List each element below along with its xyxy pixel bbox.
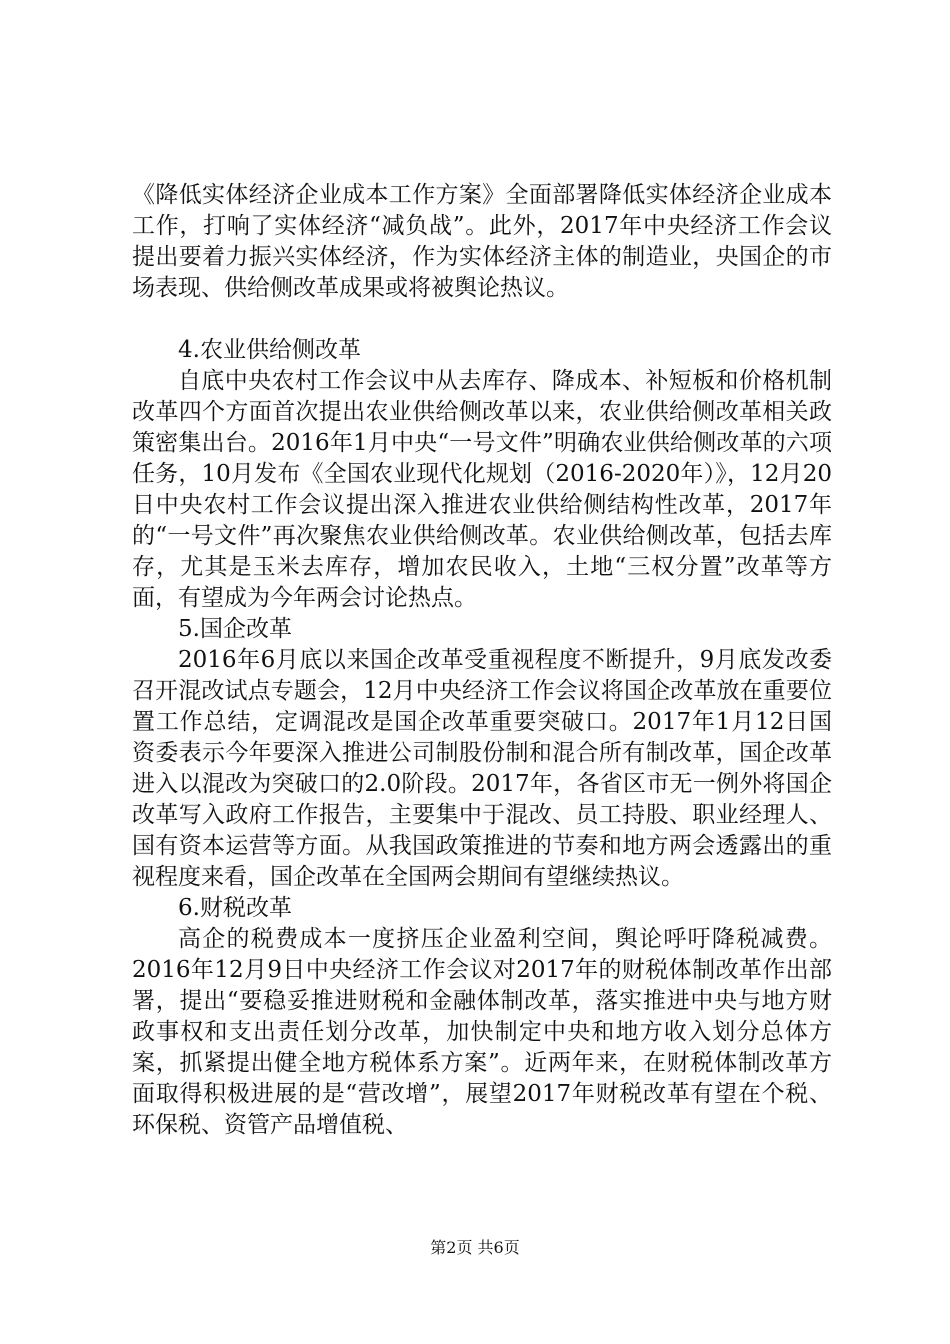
document-body (132, 180, 832, 1141)
section-heading-soe-reform: 5.国企改革 (178, 616, 292, 642)
section-body-agriculture: 自底中央农村工作会议中从去库存、降成本、补短板和价格机制改革四个方面首次提出农业供给侧改革以来，农业供给侧改革相关政策密集出台。2016年1月中央“一号文件”明确农业供给侧改革的六项任务，10月发布《全国农业现代化规划（2016-2020年）》，12月20日中央农村工作会议提出深入推进农业供给侧结构性改革，2017年的“一号文件”再次聚焦农业供给侧改革。农业供给侧改革，包括去库存，尤其是玉米去库存，增加农民收入，土地“三权分置”改革等方面，有望成为今年两会讨论热点。 (132, 368, 832, 611)
intro-paragraph: 《降低实体经济企业成本工作方案》全面部署降低实体经济企业成本工作，打响了实体经济“减负战”。此外，2017年中央经济工作会议提出要着力振兴实体经济，作为实体经济主体的制造业，央国企的市场表现、供给侧改革成果或将被舆论热议。 (132, 182, 832, 301)
section-body-fiscal-tax: 高企的税费成本一度挤压企业盈利空间，舆论呼吁降税减费。2016年12月9日中央经济工作会议对2017年的财税体制改革作出部署，提出“要稳妥推进财税和金融体制改革，落实推进中央与地方财政事权和支出责任划分改革，加快制定中央和地方收入划分总体方案，抓紧提出健全地方税体系方案”。近两年来，在财税体制改革方面取得积极进展的是“营改增”，展望2017年财税改革有望在个税、环保税、资管产品增值税、 (132, 926, 832, 1138)
page-footer: 第2页 共6页 (430, 1238, 520, 1257)
paragraph-gap (132, 304, 832, 335)
section-heading-fiscal-tax: 6.财税改革 (178, 895, 292, 921)
section-heading-agriculture: 4.农业供给侧改革 (178, 337, 361, 363)
section-body-soe-reform: 2016年6月底以来国企改革受重视程度不断提升，9月底发改委召开混改试点专题会，12月中央经济工作会议将国企改革放在重要位置工作总结，定调混改是国企改革重要突破口。2017年1月12日国资委表示今年要深入推进公司制股份制和混合所有制改革，国企改革进入以混改为突破口的2.0阶段。2017年，各省区市无一例外将国企改革写入政府工作报告，主要集中于混改、员工持股、职业经理人、国有资本运营等方面。从我国政策推进的节奏和地方两会透露出的重视程度来看，国企改革在全国两会期间有望继续热议。 (132, 647, 832, 890)
